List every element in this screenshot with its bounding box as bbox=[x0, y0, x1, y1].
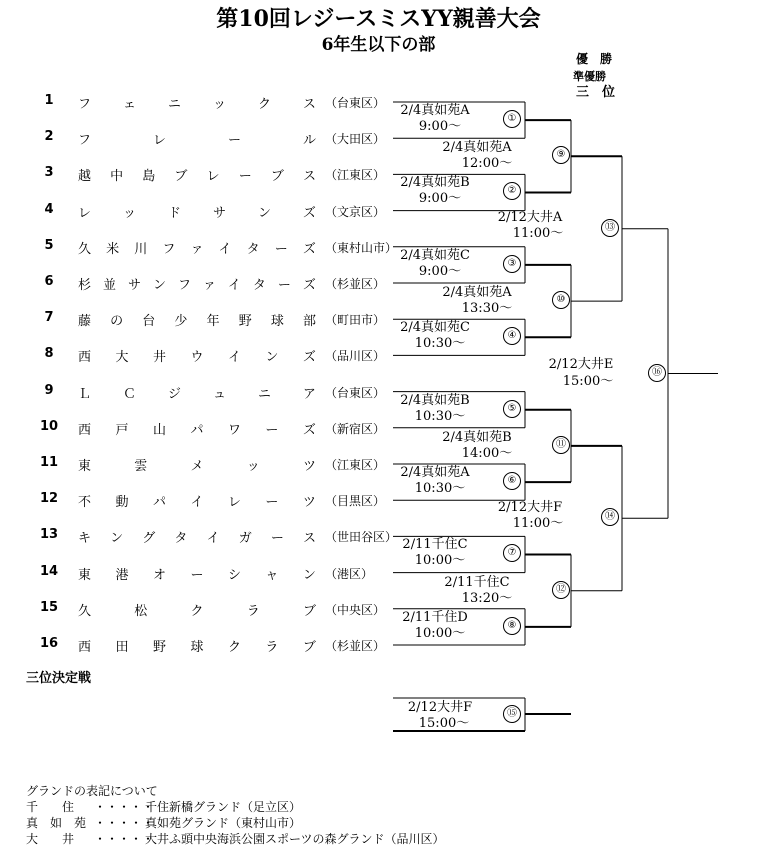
match-time: 15:00～ bbox=[418, 716, 470, 731]
team-name-char: 野 bbox=[152, 640, 166, 655]
team-name-char: 港 bbox=[115, 567, 129, 583]
page-subtitle: 6年生以下の部 bbox=[321, 35, 436, 55]
rank-third-label: 三 位 bbox=[576, 85, 616, 100]
team-name-char: ニ bbox=[167, 97, 181, 112]
team-name-char: イ bbox=[190, 495, 204, 511]
team-name-char: ス bbox=[302, 169, 316, 185]
team-number: 16 bbox=[39, 636, 59, 651]
team-name-char: 西 bbox=[78, 422, 92, 438]
match-time: 10:00～ bbox=[414, 553, 466, 569]
team-name-char: イ bbox=[227, 278, 241, 293]
team-name-char: ー bbox=[238, 169, 252, 185]
match-number-badge: ⑥ bbox=[503, 472, 521, 490]
team-name-char: ァ bbox=[202, 278, 216, 293]
match-venue: 2/4真如苑B bbox=[400, 175, 470, 191]
match-venue: 2/11千住C bbox=[444, 574, 510, 590]
team-name-char: キ bbox=[78, 531, 92, 547]
team-name-char: ズ bbox=[302, 205, 316, 221]
team-name-char: レ bbox=[227, 495, 241, 511]
team-name-char: 島 bbox=[142, 169, 156, 185]
match-number-badge: ⑨ bbox=[552, 146, 570, 164]
team-name-char: 少 bbox=[174, 314, 188, 330]
team-name-char: メ bbox=[190, 459, 204, 474]
team-name-char: オ bbox=[152, 567, 166, 583]
team-area: （文京区） bbox=[325, 204, 386, 219]
legend-heading: グランドの表記について bbox=[26, 784, 158, 798]
legend-key: 千 住 bbox=[26, 800, 75, 814]
match-number-badge: ⑦ bbox=[503, 544, 521, 562]
team-name-char: ブ bbox=[174, 169, 188, 185]
match-number-badge: ⑪ bbox=[552, 436, 570, 454]
team-area: （台東区） bbox=[325, 96, 386, 110]
team-name-char: 川 bbox=[134, 241, 148, 257]
team-name-char: フ bbox=[78, 97, 92, 112]
match-number-badge: ① bbox=[503, 110, 521, 128]
team-name-char: ズ bbox=[302, 241, 316, 257]
match-time: 10:30～ bbox=[414, 481, 466, 496]
team-name-char: フ bbox=[162, 241, 176, 257]
match-time: 14:00～ bbox=[461, 445, 513, 461]
match-number-badge: ② bbox=[503, 182, 521, 200]
team-name-char: イ bbox=[218, 241, 232, 257]
match-time: 10:30～ bbox=[414, 336, 466, 352]
team-name-char: サ bbox=[212, 205, 226, 221]
match-venue: 2/4真如苑A bbox=[442, 140, 512, 156]
team-name-char: 西 bbox=[78, 350, 92, 366]
team-name-char: ア bbox=[302, 386, 316, 402]
team-number: 2 bbox=[44, 129, 54, 145]
team-area: （町田市） bbox=[325, 313, 386, 328]
match-venue: 2/4真如苑C bbox=[400, 247, 470, 263]
match-number-badge: ⑭ bbox=[601, 508, 619, 526]
match-number-badge: ⑯ bbox=[648, 364, 666, 382]
team-name-char: Ｃ bbox=[122, 386, 136, 402]
match-venue: 2/12大井A bbox=[497, 210, 563, 226]
team-name-char: レ bbox=[206, 169, 220, 185]
team-name-char: ス bbox=[302, 97, 316, 112]
team-name-char: 不 bbox=[78, 495, 92, 511]
match-time: 13:30～ bbox=[461, 300, 513, 316]
match-time: 9:00～ bbox=[418, 191, 462, 207]
team-name-char: ー bbox=[265, 495, 279, 511]
match-number-badge: ⑤ bbox=[503, 400, 521, 418]
team-name-char: シ bbox=[227, 567, 241, 583]
team-name-char: ー bbox=[277, 278, 291, 293]
match-venue: 2/12大井F bbox=[407, 700, 473, 715]
rank-runnerup-label: 準優勝 bbox=[573, 70, 606, 83]
match-venue: 2/4真如苑B bbox=[400, 392, 470, 408]
team-number: 11 bbox=[39, 455, 59, 470]
team-name-char: ス bbox=[302, 531, 316, 547]
team-name-char: 年 bbox=[206, 314, 220, 330]
team-number: 13 bbox=[39, 527, 59, 543]
team-name-char: ズ bbox=[302, 350, 316, 366]
legend-value: 真如苑グランド（東村山市） bbox=[145, 816, 302, 830]
team-name-char: サ bbox=[127, 278, 141, 293]
match-time: 9:00～ bbox=[418, 119, 462, 134]
team-number: 9 bbox=[44, 382, 54, 398]
match-number-badge: ⑮ bbox=[503, 705, 521, 723]
team-name-char: ド bbox=[167, 205, 181, 221]
team-area: （台東区） bbox=[325, 385, 386, 400]
team-name-char: ー bbox=[270, 531, 284, 547]
legend-key: 大 井 bbox=[26, 832, 75, 846]
match-time: 10:30～ bbox=[414, 408, 466, 424]
team-name-char: パ bbox=[152, 495, 166, 511]
match-time: 13:20～ bbox=[461, 590, 513, 606]
team-name-char: ャ bbox=[265, 567, 279, 583]
match-number-badge: ⑩ bbox=[552, 291, 570, 309]
team-name-char: 西 bbox=[78, 640, 92, 655]
team-name-char: ズ bbox=[302, 422, 316, 438]
team-name-char: 米 bbox=[106, 241, 120, 257]
team-name-char: 大 bbox=[115, 350, 129, 366]
team-name-char: ブ bbox=[302, 640, 316, 655]
team-name-char: グ bbox=[142, 531, 156, 547]
team-name-char: 並 bbox=[102, 278, 116, 293]
team-name-char: ッ bbox=[246, 459, 260, 474]
match-time: 11:00～ bbox=[512, 226, 564, 242]
team-name-char: の bbox=[110, 314, 124, 330]
match-venue: 2/12大井F bbox=[497, 499, 563, 515]
team-number: 8 bbox=[44, 346, 54, 362]
match-number-badge: ⑧ bbox=[503, 617, 521, 635]
team-name-char: 井 bbox=[152, 350, 166, 366]
team-name-char: ジ bbox=[167, 386, 181, 402]
match-venue: 2/11千住C bbox=[402, 537, 468, 553]
match-number-badge: ⑫ bbox=[552, 581, 570, 599]
team-name-char: イ bbox=[227, 350, 241, 366]
team-name-char: 野 bbox=[238, 314, 252, 330]
team-name-char: ツ bbox=[302, 495, 316, 511]
team-name-char: ラ bbox=[246, 603, 260, 619]
match-time: 10:00～ bbox=[414, 625, 466, 641]
team-name-char: ブ bbox=[302, 603, 316, 619]
team-area: （新宿区） bbox=[325, 421, 386, 436]
team-name-char: ー bbox=[227, 133, 241, 149]
team-name-char: ー bbox=[274, 241, 288, 257]
team-name-char: ガ bbox=[238, 531, 252, 547]
team-name-char: 久 bbox=[78, 603, 92, 619]
team-name-char: Ｌ bbox=[78, 386, 92, 402]
match-venue: 2/4真如苑B bbox=[442, 429, 512, 445]
legend-separator: ・・・・・ bbox=[94, 800, 155, 814]
team-number: 7 bbox=[44, 310, 54, 326]
third-place-label: 三位決定戦 bbox=[26, 671, 92, 686]
team-name-char: 球 bbox=[270, 314, 284, 330]
match-time: 15:00～ bbox=[562, 373, 614, 389]
team-name-char: ェ bbox=[122, 97, 136, 112]
team-name-char: 球 bbox=[190, 640, 204, 655]
match-venue: 2/4真如苑C bbox=[400, 320, 470, 336]
team-number: 4 bbox=[44, 201, 54, 217]
team-name-char: レ bbox=[152, 133, 166, 149]
team-name-char: ン bbox=[265, 350, 279, 366]
team-name-char: フ bbox=[78, 133, 92, 149]
team-number: 12 bbox=[39, 491, 59, 507]
team-area: （江東区） bbox=[325, 168, 386, 183]
legend-value: 千住新橋グランド（足立区） bbox=[145, 800, 302, 814]
team-name-char: 松 bbox=[134, 603, 148, 619]
team-name-char: レ bbox=[78, 205, 92, 221]
team-name-char: ー bbox=[265, 422, 279, 438]
team-name-char: ツ bbox=[302, 459, 316, 474]
team-name-char: ニ bbox=[257, 386, 271, 402]
team-name-char: ュ bbox=[212, 386, 226, 402]
team-name-char: ズ bbox=[302, 278, 316, 293]
team-number: 6 bbox=[44, 274, 54, 289]
team-name-char: ン bbox=[302, 567, 316, 583]
page-title: 第10回レジースミスYY親善大会 bbox=[216, 6, 541, 32]
team-name-char: タ bbox=[174, 531, 188, 547]
team-area: （品川区） bbox=[325, 349, 386, 364]
team-name-char: パ bbox=[190, 422, 204, 438]
team-name-char: 藤 bbox=[78, 314, 92, 330]
team-name-char: 田 bbox=[115, 640, 129, 655]
team-name-char: 中 bbox=[110, 169, 124, 185]
team-area: （杉並区） bbox=[325, 639, 386, 653]
team-name-char: タ bbox=[252, 278, 266, 293]
team-name-char: 動 bbox=[115, 495, 129, 511]
team-name-char: ラ bbox=[265, 640, 279, 655]
team-area: （港区） bbox=[325, 566, 374, 581]
match-time: 9:00～ bbox=[418, 263, 462, 279]
team-name-char: ク bbox=[227, 640, 241, 655]
team-number: 15 bbox=[39, 599, 59, 615]
team-number: 10 bbox=[39, 418, 59, 434]
team-name-char: ル bbox=[302, 133, 316, 149]
team-area: （世田谷区） bbox=[325, 530, 398, 545]
team-area: （杉並区） bbox=[325, 277, 386, 291]
legend-separator: ・・・・・ bbox=[94, 832, 155, 846]
team-name-char: ー bbox=[190, 567, 204, 583]
team-area: （江東区） bbox=[325, 458, 386, 472]
team-number: 1 bbox=[44, 93, 54, 108]
rank-champion-label: 優 勝 bbox=[576, 52, 613, 66]
team-name-char: ッ bbox=[122, 205, 136, 221]
match-venue: 2/4真如苑A bbox=[400, 465, 470, 480]
match-venue: 2/4真如苑A bbox=[442, 284, 512, 300]
team-name-char: イ bbox=[206, 531, 220, 547]
match-time: 12:00～ bbox=[461, 156, 513, 172]
team-name-char: 久 bbox=[78, 241, 92, 257]
legend-key: 真 如 苑 bbox=[26, 816, 87, 830]
team-name-char: タ bbox=[246, 241, 260, 257]
team-number: 14 bbox=[39, 563, 59, 579]
match-venue: 2/11千住D bbox=[402, 609, 468, 625]
team-name-char: ク bbox=[257, 97, 271, 112]
match-number-badge: ④ bbox=[503, 327, 521, 345]
team-name-char: 越 bbox=[78, 169, 92, 185]
team-name-char: ァ bbox=[190, 241, 204, 257]
team-name-char: 東 bbox=[78, 459, 92, 474]
team-name-char: ン bbox=[152, 278, 166, 293]
team-name-char: 部 bbox=[302, 314, 316, 330]
team-name-char: ッ bbox=[212, 97, 226, 112]
match-time: 11:00～ bbox=[512, 515, 564, 531]
match-number-badge: ③ bbox=[503, 255, 521, 273]
team-number: 3 bbox=[44, 165, 54, 181]
match-venue: 2/12大井E bbox=[548, 356, 614, 372]
team-area: （大田区） bbox=[325, 132, 386, 147]
team-area: （中央区） bbox=[325, 602, 386, 617]
legend-separator: ・・・・・ bbox=[94, 816, 155, 830]
team-name-char: 杉 bbox=[78, 278, 92, 293]
team-name-char: ブ bbox=[270, 169, 284, 185]
team-name-char: 東 bbox=[78, 567, 92, 583]
team-number: 5 bbox=[44, 237, 54, 253]
team-name-char: ウ bbox=[190, 350, 204, 366]
team-area: （目黒区） bbox=[325, 494, 386, 509]
team-name-char: ン bbox=[257, 205, 271, 221]
team-name-char: フ bbox=[177, 278, 191, 293]
team-name-char: 雲 bbox=[134, 459, 148, 474]
match-venue: 2/4真如苑A bbox=[400, 103, 470, 118]
team-name-char: 戸 bbox=[115, 422, 129, 438]
team-area: （東村山市） bbox=[325, 240, 398, 255]
team-name-char: ン bbox=[110, 531, 124, 547]
legend-value: 大井ふ頭中央海浜公園スポーツの森グランド（品川区） bbox=[145, 832, 445, 846]
team-name-char: 台 bbox=[142, 314, 156, 330]
team-name-char: ク bbox=[190, 603, 204, 619]
team-name-char: 山 bbox=[152, 422, 166, 438]
match-number-badge: ⑬ bbox=[601, 219, 619, 237]
team-name-char: ワ bbox=[227, 422, 241, 438]
